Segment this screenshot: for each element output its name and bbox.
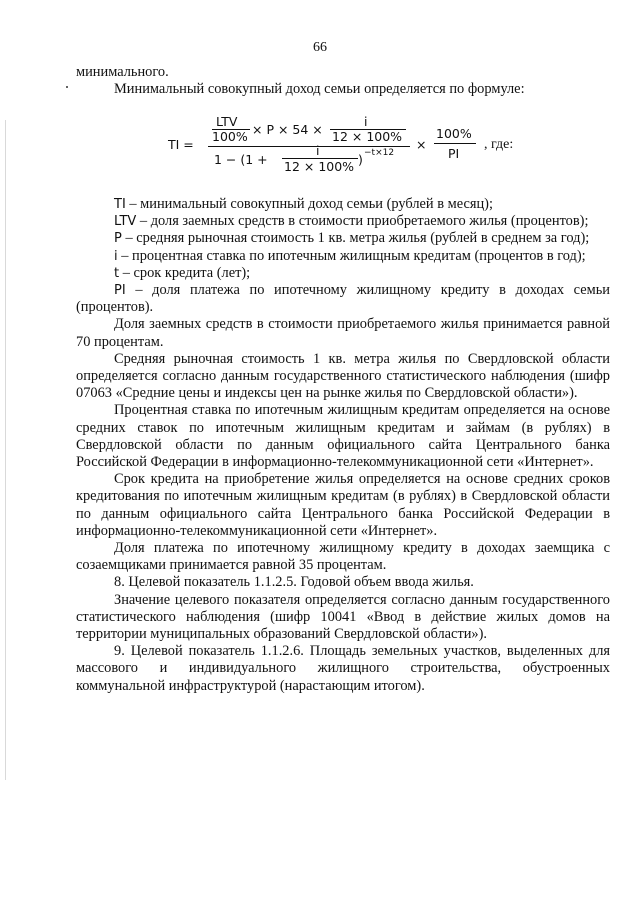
definition-i: i – процентная ставка по ипотечным жилищным кредитам (процентов в год); xyxy=(114,247,586,264)
paragraph-payment-share: Доля платежа по ипотечному жилищному кредиту в доходах заемщика с созаемщиками принимается равной 35 процентам. xyxy=(76,540,610,574)
body-text xyxy=(76,196,610,695)
formula-12x100-den: 12 × 100% xyxy=(284,159,355,174)
heading-indicator-1-1-2-5: 8. Целевой показатель 1.1.2.5. Годовой объем ввода жилья. xyxy=(114,574,474,591)
heading-indicator-1-1-2-6: 9. Целевой показатель 1.1.2.6. Площадь земельных участков, выделенных для массового и индивидуального жилищного строительства, обустроенных коммунальной инфраструктурой (нарастающим итогом). xyxy=(76,643,610,694)
paragraph-indicator-value: Значение целевого показателя определяется согласно данным государственного статистического наблюдения (шифр 10041 «Ввод в действие жилых домов на территории муниципальных образований Свердловской области»). xyxy=(76,591,610,643)
page-number: 66 xyxy=(313,40,327,55)
formula-lhs: TI = xyxy=(168,137,194,152)
formula-12x100: 12 × 100% xyxy=(332,129,403,144)
definition-ltv: LTV – доля заемных средств в стоимости приобретаемого жилья (процентов); xyxy=(114,213,589,230)
formula-one-minus: 1 − (1 + xyxy=(214,152,268,167)
formula-mult-p54: × P × 54 × xyxy=(252,122,323,137)
scan-artifact-line xyxy=(5,120,6,780)
formula-close-paren: ) xyxy=(358,152,363,167)
definition-t: t – срок кредита (лет); xyxy=(114,264,251,281)
paragraph-interest-rate: Процентная ставка по ипотечным жилищным кредитам определяется на основе средних ставок по ипотечным жилищным кредитам и займам (в рублях) в Свердловской области по данным официального сайта Центрального банка Российской Федерации в информационно-телекоммуникационной сети «Интернет». xyxy=(76,402,610,471)
intro-block xyxy=(76,64,610,98)
formula-pi: PI xyxy=(448,146,460,161)
formula-times: × xyxy=(416,137,427,152)
definition-p: P – средняя рыночная стоимость 1 кв. метра жилья (рублей в среднем за год); xyxy=(114,230,590,247)
paragraph-ltv-share: Доля заемных средств в стоимости приобретаемого жилья принимается равной 70 процентам. xyxy=(76,316,610,350)
paragraph-loan-term: Срок кредита на приобретение жилья определяется на основе средних сроков кредитования по ипотечным жилищным кредитам (в рублях) в Свердловской области по данным официального сайта Центрального банка Российской Федерации в информационно-телекоммуникационной сети «Интернет». xyxy=(76,471,610,539)
formula xyxy=(168,114,528,180)
definition-ti: TI – минимальный совокупный доход семьи (рублей в месяц); xyxy=(114,196,493,212)
paragraph-avg-price: Средняя рыночная стоимость 1 кв. метра жилья по Свердловской области определяется согласно данным государственного статистического наблюдения (шифр 07063 «Средние цены и индексы цен на рынке жилья по Свердловской области»). xyxy=(76,350,610,402)
formula-i-den: i xyxy=(316,143,320,158)
formula-where: , где: xyxy=(484,137,514,152)
formula-100pct-b: 100% xyxy=(436,126,472,141)
pi-fraction-bar xyxy=(434,143,476,144)
formula-exponent: −t×12 xyxy=(364,148,395,158)
definition-pi: PI – доля платежа по ипотечному жилищному кредиту в доходах семьи (процентов). xyxy=(76,282,610,316)
scan-dot xyxy=(66,86,68,88)
intro-line: минимального. xyxy=(76,64,169,80)
formula-intro: Минимальный совокупный доход семьи определяется по формуле: xyxy=(114,81,525,98)
formula-ltv: LTV xyxy=(216,114,238,129)
main-fraction-bar xyxy=(208,146,410,147)
formula-100pct: 100% xyxy=(212,129,248,144)
formula-i: i xyxy=(364,114,368,129)
